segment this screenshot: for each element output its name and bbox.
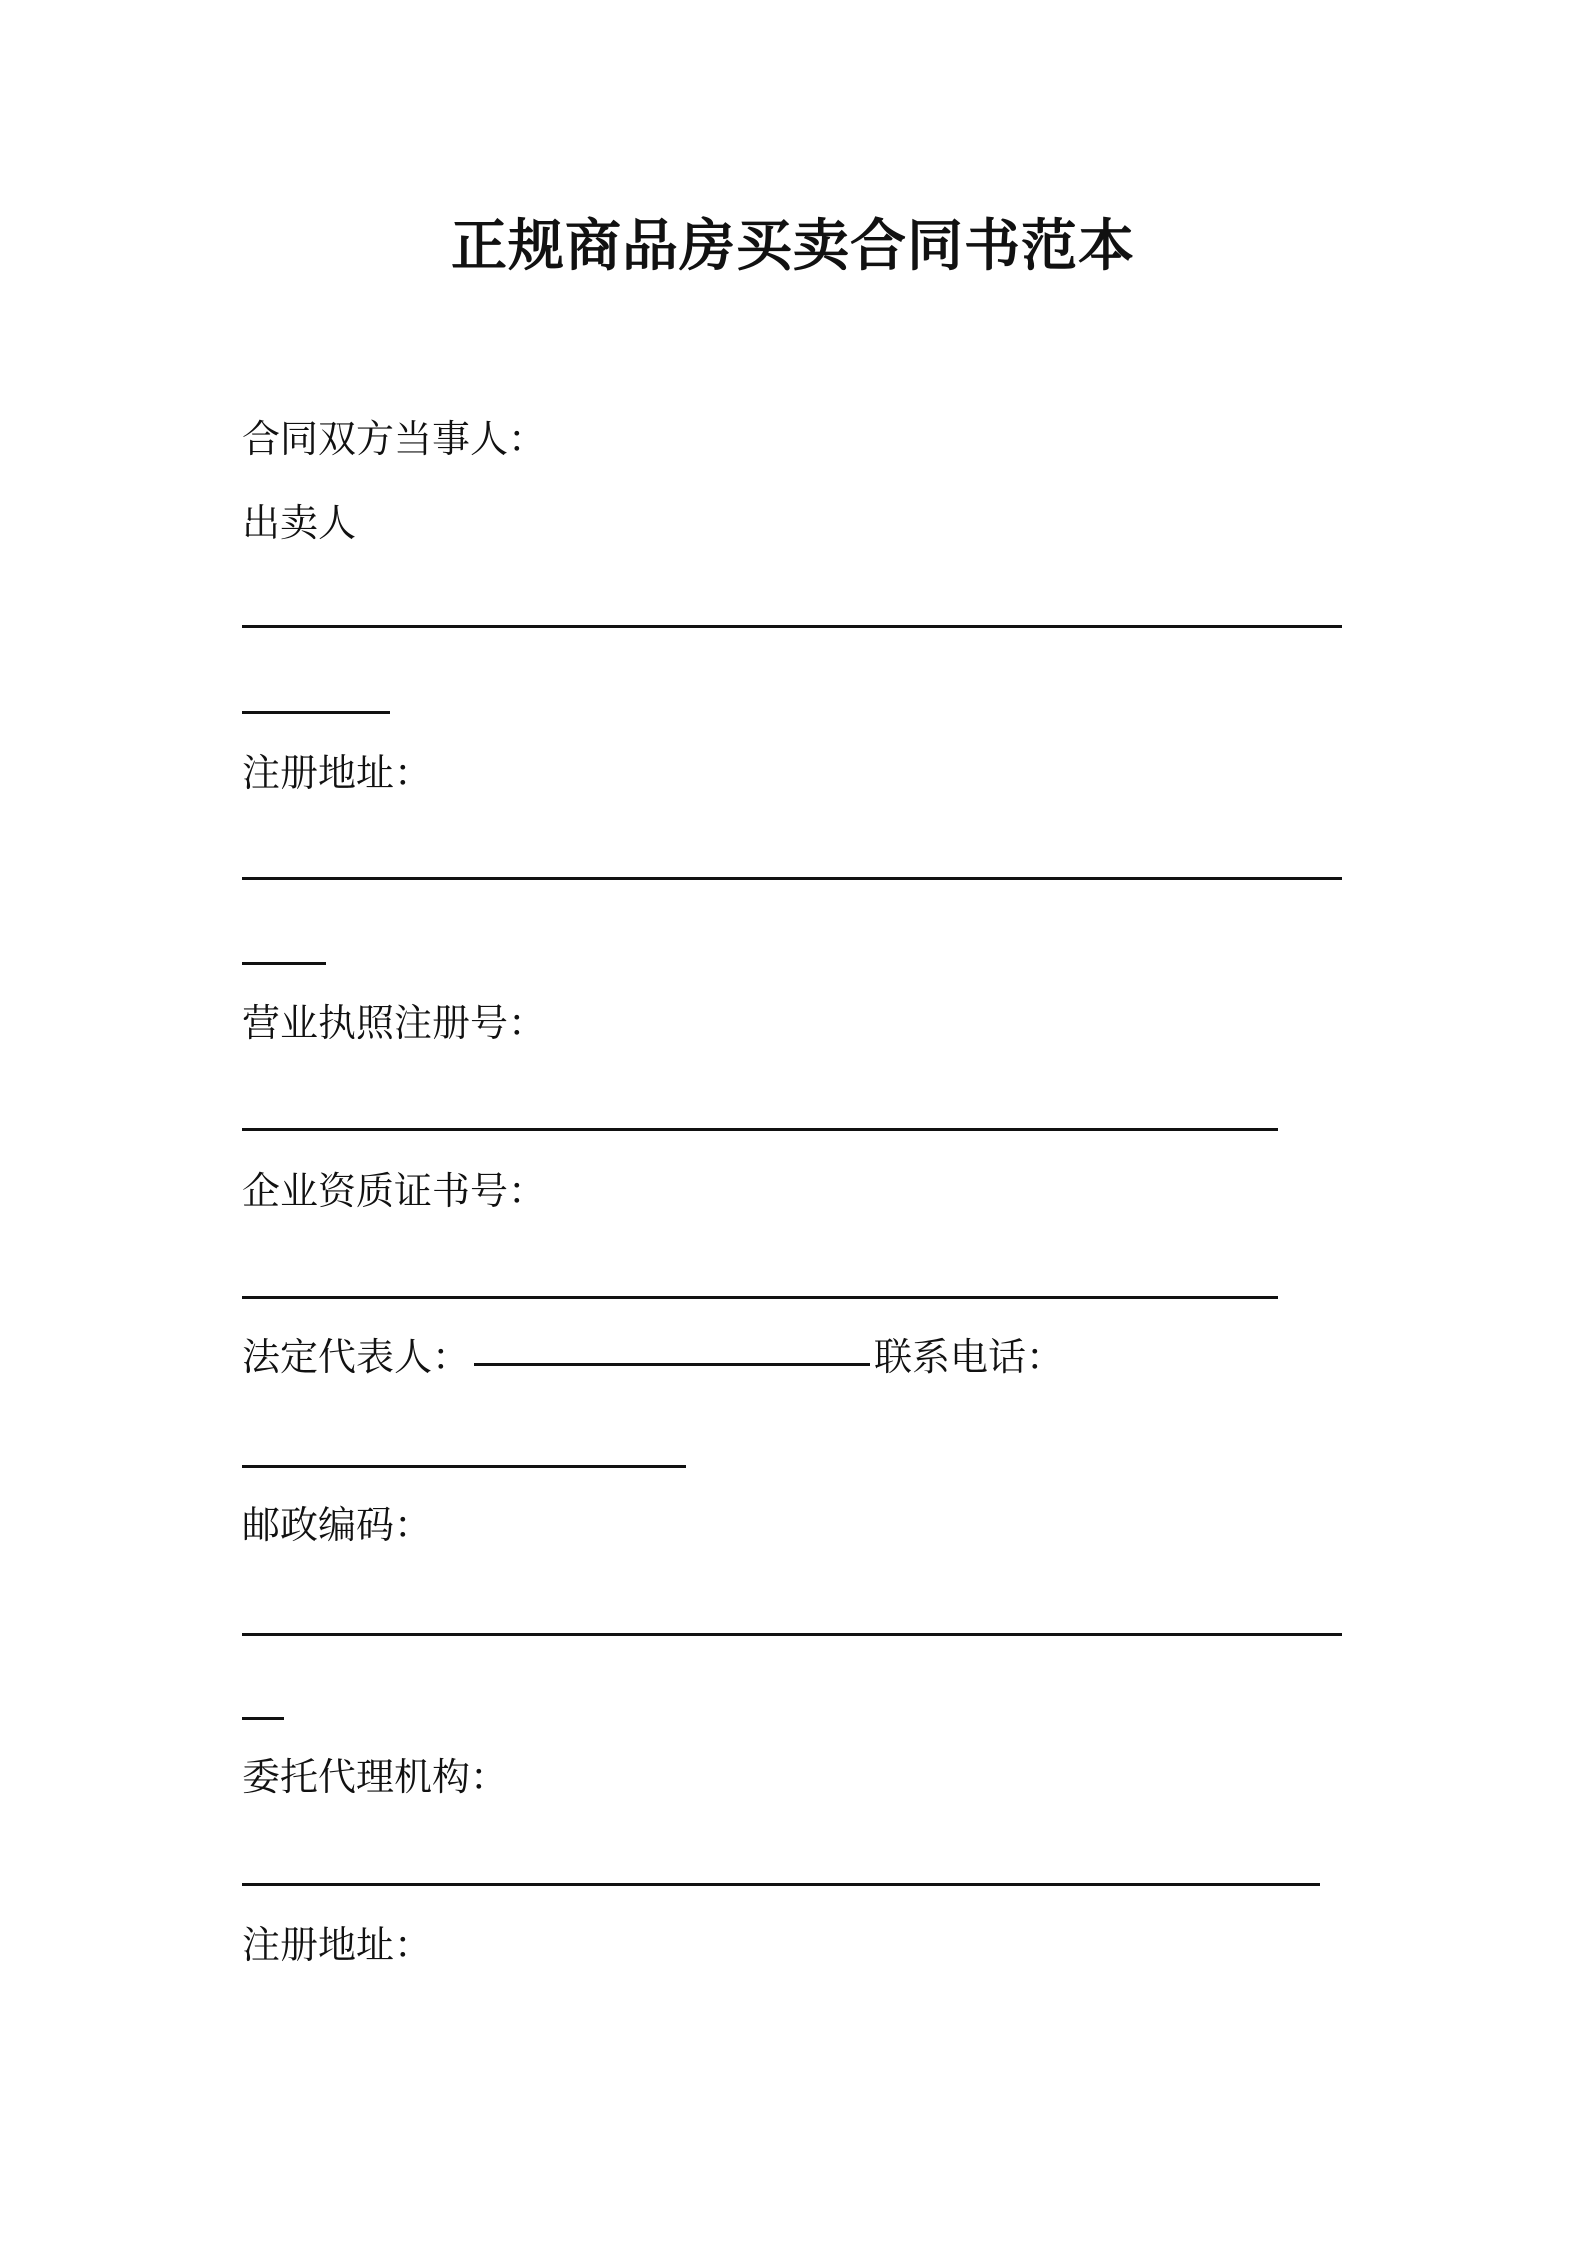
registered-address-blank-line: [242, 877, 1342, 880]
postal-code-blank-line: [242, 1633, 1342, 1636]
document-title: 正规商品房买卖合同书范本: [451, 214, 1135, 279]
legal-rep-label: 法定代表人：: [242, 1335, 471, 1379]
business-license-blank-line: [242, 1128, 1278, 1131]
parties-heading: 合同双方当事人：: [242, 417, 547, 461]
legal-rep-row: [242, 1332, 1064, 1382]
qualification-cert-blank-line: [242, 1296, 1278, 1299]
postal-code-label: 邮政编码：: [242, 1503, 433, 1547]
contact-phone-label: 联系电话：: [874, 1335, 1065, 1379]
registered-address-label: 注册地址：: [242, 751, 433, 795]
seller-name-blank-line: [242, 625, 1342, 628]
agency-label: 委托代理机构：: [242, 1755, 509, 1799]
postal-code-blank-line-continued: [242, 1717, 284, 1720]
qualification-cert-label: 企业资质证书号：: [242, 1169, 547, 1213]
seller-label: 出卖人: [242, 501, 357, 545]
registered-address-label-2: 注册地址：: [242, 1923, 433, 1967]
registered-address-blank-line-continued: [242, 962, 326, 965]
seller-name-blank-line-continued: [242, 711, 390, 714]
legal-rep-blank-line: [474, 1363, 870, 1366]
business-license-label: 营业执照注册号：: [242, 1001, 547, 1045]
contact-phone-blank-line: [242, 1465, 686, 1468]
agency-blank-line: [242, 1883, 1320, 1886]
